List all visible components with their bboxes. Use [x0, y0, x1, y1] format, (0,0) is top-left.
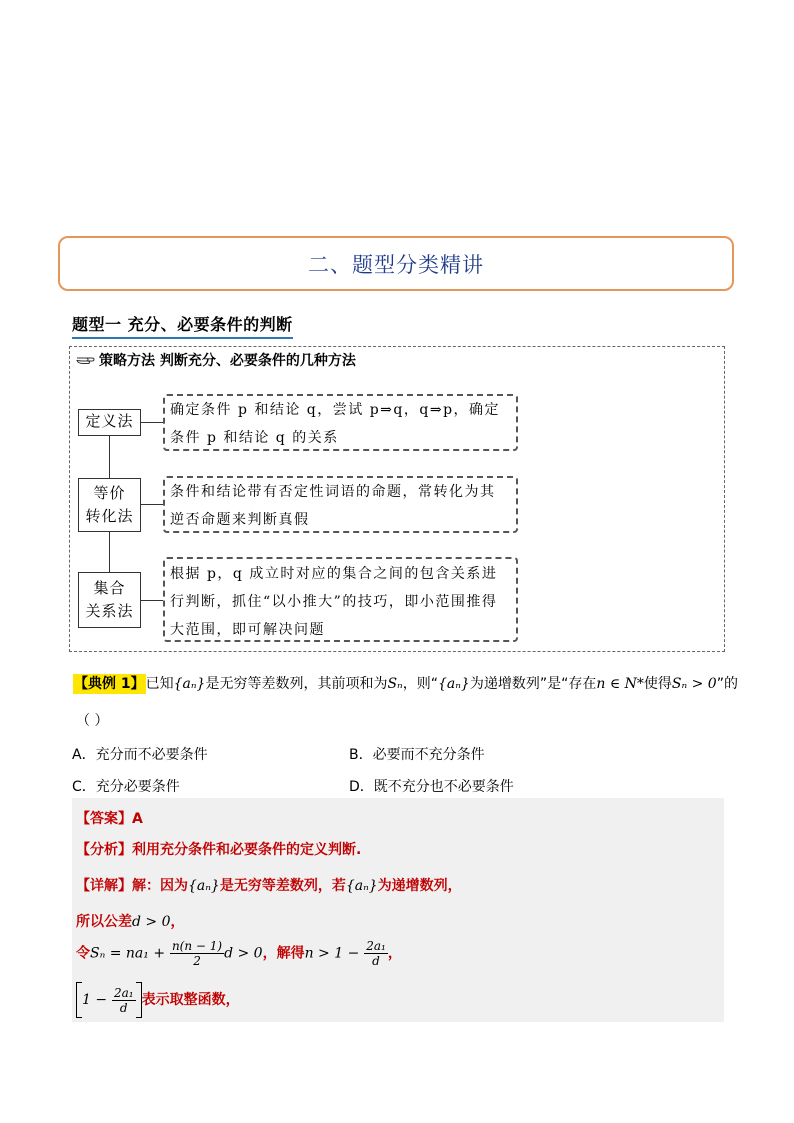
fraction: $\frac{n(n - 1)}{2}$ [171, 939, 223, 968]
detail-line: 【详解】解：因为{aₙ}是无穷等差数列，若{aₙ}为递增数列， [76, 878, 462, 894]
analysis-line: 【分析】利用充分条件和必要条件的定义判断. [76, 842, 362, 858]
method-set-relation: 集合 关系法 [78, 572, 141, 628]
option-b[interactable]: B．必要而不充分条件 [349, 747, 485, 763]
section-title: 二、题型分类精讲 [308, 252, 484, 277]
method-desc-definition: 确定条件 p 和结论 q，尝试 p⇒q，q⇒p，确定条件 p 和结论 q 的关系 [163, 394, 518, 451]
section-header-box [58, 236, 734, 291]
strategy-heading-text: 策略方法 判断充分、必要条件的几种方法 [99, 353, 356, 369]
connector-vertical [109, 531, 110, 573]
connector-horizontal [141, 504, 163, 505]
connector-vertical [109, 435, 110, 479]
strategy-heading [76, 350, 356, 370]
example-tag: 【典例 1】 [74, 676, 145, 692]
option-a[interactable]: A．充分而不必要条件 [72, 747, 208, 763]
connector-horizontal [141, 422, 163, 423]
topic-title: 题型一 充分、必要条件的判断 [72, 312, 293, 339]
method-definition: 定义法 [78, 409, 141, 436]
method-desc-set-relation: 根据 p，q 成立时对应的集合之间的包含关系进行判断，抓住“以小推大”的技巧，即小范围推得大范围，即可解决问题 [163, 557, 518, 642]
floor-function-line: 1 − $\frac{\text{2a₁}}{d}$ 表示取整函数， [76, 982, 240, 1018]
example-question: 【典例 1】已知{aₙ}是无穷等差数列，其前项和为Sₙ，则“{aₙ}为递增数列”是“存在n ∈ N*使得Sₙ > 0”的 [74, 676, 738, 692]
common-difference-line: 所以公差d > 0， [76, 914, 185, 930]
pointing-hand-icon [76, 353, 96, 367]
method-desc-equivalence: 条件和结论带有否定性词语的命题，常转化为其逆否命题来判断真假 [163, 476, 518, 533]
option-d[interactable]: D．既不充分也不必要条件 [349, 779, 514, 795]
fraction: $\frac{\text{2a₁}}{d}$ [113, 985, 134, 1015]
option-c[interactable]: C．充分必要条件 [72, 779, 180, 795]
connector-horizontal [141, 600, 163, 601]
fraction: $\frac{\text{2a₁}}{d}$ [366, 939, 386, 968]
solution-box [72, 798, 724, 1022]
answer-blank: （ ） [76, 713, 109, 729]
sum-inequality-line: 令Sₙ = na₁ + $\frac{n(n - 1)}{2}$ d > 0，解得n > 1 − $\frac{\text{2a₁}}{d}$ ， [76, 939, 402, 968]
method-equivalence: 等价 转化法 [78, 478, 141, 532]
answer-line: 【答案】A [76, 811, 143, 827]
